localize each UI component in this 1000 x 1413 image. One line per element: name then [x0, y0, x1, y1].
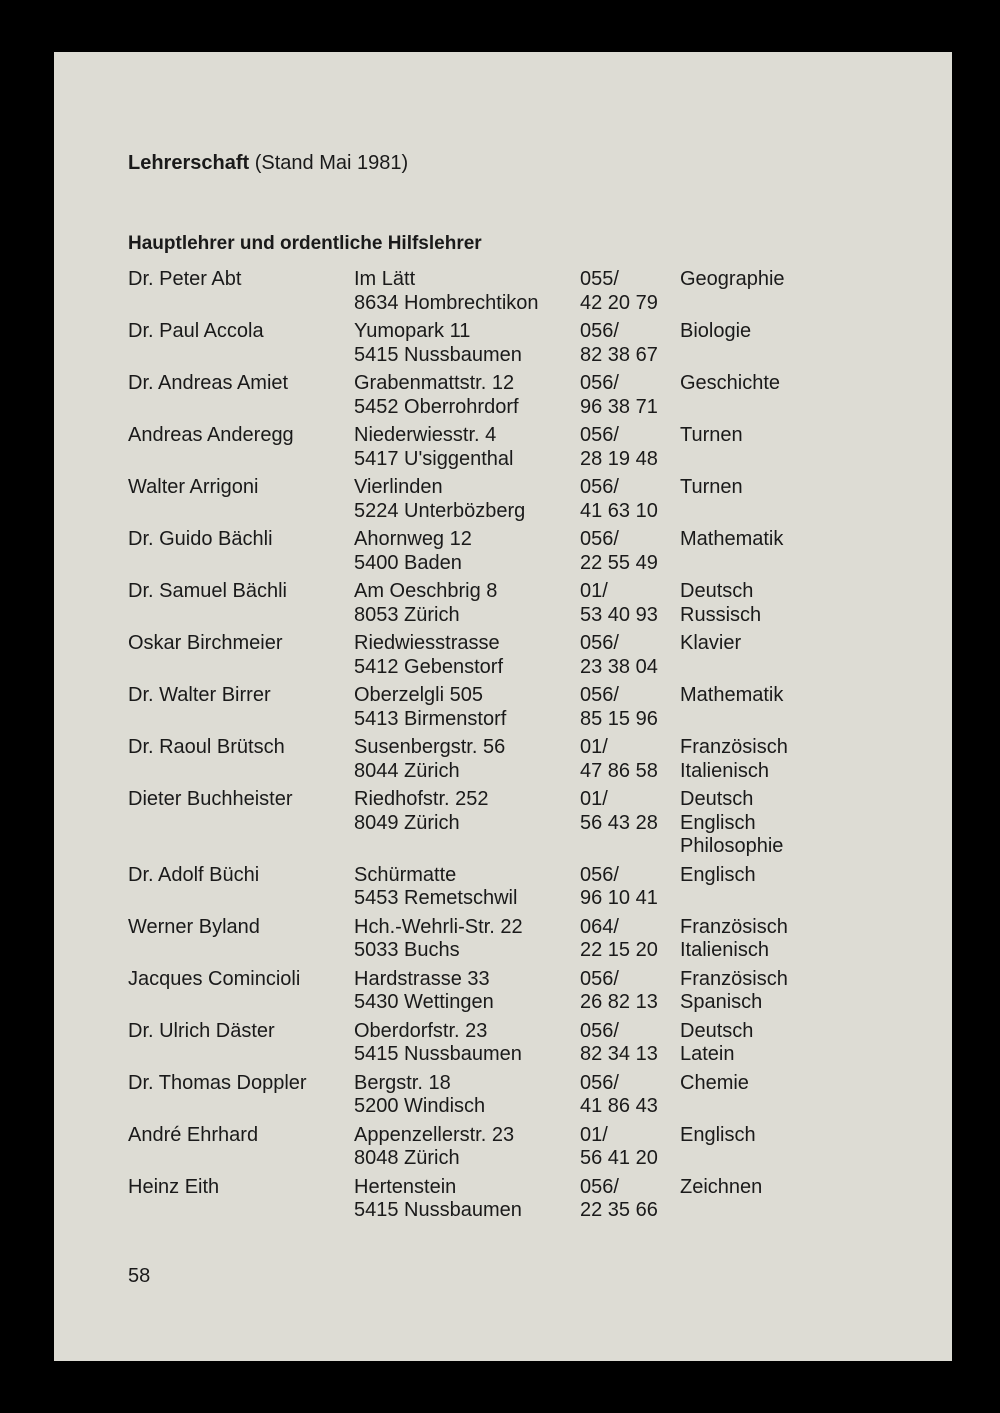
subject-text: Klavier: [680, 632, 742, 654]
city-text: 5200 Windisch: [354, 1095, 486, 1117]
teacher-subjects: [680, 476, 743, 500]
teacher-name: [128, 528, 273, 552]
teacher-subjects: [680, 1124, 756, 1148]
city-text: 8048 Zürich: [354, 1147, 460, 1169]
area-code: 01/: [580, 788, 608, 810]
area-code: 01/: [580, 580, 608, 602]
table-row: [128, 736, 928, 783]
page-number: 58: [128, 1265, 151, 1287]
teacher-name: [128, 320, 264, 344]
teacher-address: [354, 736, 505, 783]
subject-text: Deutsch: [680, 580, 754, 602]
phone-number: 23 38 04: [580, 655, 658, 678]
street-text: Vierlinden: [354, 476, 443, 498]
document-page: [54, 52, 952, 1361]
name-text: Dr. Guido Bächli: [128, 528, 273, 550]
teacher-address: [354, 476, 525, 523]
subject-text: Chemie: [680, 1071, 749, 1094]
street-text: Im Lätt: [354, 268, 416, 290]
teacher-subjects: [680, 788, 783, 859]
phone-number: 41 63 10: [580, 499, 658, 522]
area-code: 01/: [580, 736, 608, 758]
teacher-subjects: [680, 1072, 749, 1096]
teacher-address: [354, 788, 489, 835]
phone-number: 41 86 43: [580, 1095, 658, 1117]
table-row: [128, 1020, 928, 1067]
teacher-name: [128, 684, 271, 708]
teacher-address: [354, 1124, 514, 1171]
teacher-address: [354, 916, 523, 963]
name-text: Heinz Eith: [128, 1175, 220, 1198]
city-text: 5452 Oberrohrdorf: [354, 395, 519, 418]
teacher-subjects: [680, 1176, 762, 1200]
subject-text: Geschichte: [680, 372, 781, 394]
street-text: Grabenmattstr. 12: [354, 372, 515, 394]
subject-text: Latein: [680, 1043, 735, 1065]
teacher-name: [128, 476, 258, 500]
area-code: 056/: [580, 1071, 619, 1094]
city-text: 5415 Nussbaumen: [354, 343, 522, 366]
street-text: Yumopark 11: [354, 320, 471, 342]
phone-number: 28 19 48: [580, 447, 658, 470]
subject-text: Französisch: [680, 736, 788, 758]
city-text: 5033 Buchs: [354, 939, 460, 961]
street-text: Oberzelgli 505: [354, 684, 483, 706]
teacher-address: [354, 864, 517, 911]
area-code: 056/: [580, 684, 619, 706]
teacher-phone: [580, 424, 658, 471]
teacher-subjects: [680, 968, 788, 1015]
area-code: 056/: [580, 1175, 619, 1198]
table-row: [128, 1124, 928, 1171]
table-row: [128, 1176, 928, 1223]
city-text: 8053 Zürich: [354, 603, 460, 626]
area-code: 056/: [580, 476, 619, 498]
street-text: Hertenstein: [354, 1175, 457, 1198]
table-row: [128, 864, 928, 911]
teacher-phone: [580, 788, 658, 835]
teacher-phone: [580, 968, 658, 1015]
subject-text: Englisch: [680, 863, 756, 886]
subject-text: Russisch: [680, 603, 762, 626]
phone-number: 56 41 20: [580, 1147, 658, 1169]
name-text: André Ehrhard: [128, 1123, 259, 1146]
teacher-name: [128, 1072, 307, 1096]
table-row: [128, 372, 928, 419]
name-text: Andreas Anderegg: [128, 424, 294, 446]
teacher-phone: [580, 1176, 658, 1223]
teacher-name: [128, 864, 259, 888]
table-row: [128, 580, 928, 627]
subject-text: Geographie: [680, 268, 785, 290]
street-text: Niederwiesstr. 4: [354, 424, 497, 446]
teacher-name: [128, 736, 285, 760]
area-code: 01/: [580, 1123, 608, 1146]
teacher-name: [128, 268, 241, 292]
teacher-phone: [580, 1072, 658, 1119]
subject-text: Zeichnen: [680, 1175, 763, 1198]
subject-text: Italienisch: [680, 759, 769, 782]
teacher-name: [128, 1176, 219, 1200]
subject-text: Philosophie: [680, 835, 784, 857]
teacher-name: [128, 372, 288, 396]
name-text: Walter Arrigoni: [128, 476, 259, 498]
name-text: Dieter Buchheister: [128, 788, 293, 810]
subject-text: Deutsch: [680, 788, 754, 810]
area-code: 055/: [580, 268, 619, 290]
subject-text: Italienisch: [680, 939, 769, 961]
teacher-address: [354, 424, 514, 471]
teacher-subjects: [680, 916, 788, 963]
teacher-address: [354, 528, 472, 575]
teacher-name: [128, 580, 287, 604]
subject-text: Spanisch: [680, 991, 763, 1013]
teacher-list: [128, 268, 928, 1228]
table-row: [128, 1072, 928, 1119]
teacher-phone: [580, 320, 658, 367]
table-row: [128, 528, 928, 575]
teacher-phone: [580, 372, 658, 419]
phone-number: 26 82 13: [580, 991, 658, 1013]
area-code: 056/: [580, 320, 619, 342]
heading-title: Lehrerschaft: [128, 152, 250, 174]
teacher-name: [128, 632, 282, 656]
teacher-phone: [580, 736, 658, 783]
teacher-subjects: [680, 320, 751, 344]
phone-number: 42 20 79: [580, 291, 658, 314]
table-row: [128, 916, 928, 963]
subject-text: Turnen: [680, 424, 743, 446]
table-row: [128, 632, 928, 679]
teacher-phone: [580, 632, 658, 679]
street-text: Am Oeschbrig 8: [354, 580, 498, 602]
teacher-address: [354, 1176, 522, 1223]
teacher-phone: [580, 1020, 658, 1067]
subject-text: Französisch: [680, 967, 788, 990]
street-text: Oberdorfstr. 23: [354, 1019, 488, 1042]
teacher-address: [354, 1020, 522, 1067]
teacher-phone: [580, 1124, 658, 1171]
teacher-name: [128, 968, 300, 992]
name-text: Dr. Walter Birrer: [128, 684, 271, 706]
teacher-name: [128, 1124, 258, 1148]
teacher-address: [354, 268, 539, 315]
phone-number: 96 38 71: [580, 395, 658, 418]
phone-number: 82 34 13: [580, 1043, 658, 1065]
street-text: Susenbergstr. 56: [354, 736, 506, 758]
teacher-subjects: [680, 1020, 753, 1067]
teacher-subjects: [680, 684, 783, 708]
city-text: 5430 Wettingen: [354, 991, 494, 1013]
city-text: 5415 Nussbaumen: [354, 1043, 522, 1065]
name-text: Werner Byland: [128, 915, 260, 938]
name-text: Dr. Paul Accola: [128, 320, 264, 342]
subject-text: Mathematik: [680, 528, 784, 550]
table-row: [128, 268, 928, 315]
table-row: [128, 476, 928, 523]
teacher-phone: [580, 864, 658, 911]
name-text: Oskar Birchmeier: [128, 632, 283, 654]
teacher-name: [128, 916, 260, 940]
teacher-subjects: [680, 736, 788, 783]
subject-text: Deutsch: [680, 1019, 754, 1042]
area-code: 056/: [580, 863, 619, 886]
teacher-phone: [580, 268, 658, 315]
table-row: [128, 320, 928, 367]
teacher-address: [354, 1072, 485, 1119]
city-text: 8044 Zürich: [354, 759, 460, 782]
teacher-phone: [580, 528, 658, 575]
street-text: Riedhofstr. 252: [354, 788, 489, 810]
phone-number: 53 40 93: [580, 603, 658, 626]
city-text: 8049 Zürich: [354, 811, 460, 834]
phone-number: 22 35 66: [580, 1199, 658, 1221]
subject-text: Französisch: [680, 915, 788, 938]
name-text: Dr. Peter Abt: [128, 268, 242, 290]
city-text: 5417 U'siggenthal: [354, 447, 514, 470]
name-text: Dr. Andreas Amiet: [128, 372, 289, 394]
section-title: Hauptlehrer und ordentliche Hilfslehrer: [128, 233, 482, 254]
city-text: 5413 Birmenstorf: [354, 707, 507, 730]
phone-number: 22 55 49: [580, 551, 658, 574]
teacher-address: [354, 968, 494, 1015]
subject-text: Englisch: [680, 811, 756, 834]
area-code: 056/: [580, 632, 619, 654]
city-text: 5224 Unterbözberg: [354, 499, 526, 522]
city-text: 5453 Remetschwil: [354, 887, 518, 909]
name-text: Dr. Raoul Brütsch: [128, 736, 285, 758]
phone-number: 85 15 96: [580, 707, 658, 730]
area-code: 064/: [580, 915, 619, 938]
city-text: 5412 Gebenstorf: [354, 655, 503, 678]
street-text: Ahornweg 12: [354, 528, 472, 550]
teacher-address: [354, 580, 497, 627]
city-text: 8634 Hombrechtikon: [354, 291, 539, 314]
name-text: Dr. Samuel Bächli: [128, 580, 287, 602]
street-text: Schürmatte: [354, 863, 457, 886]
teacher-subjects: [680, 268, 785, 292]
city-text: 5415 Nussbaumen: [354, 1199, 522, 1221]
teacher-subjects: [680, 528, 783, 552]
teacher-address: [354, 372, 519, 419]
teacher-address: [354, 632, 503, 679]
street-text: Appenzellerstr. 23: [354, 1123, 515, 1146]
teacher-phone: [580, 580, 658, 627]
teacher-address: [354, 684, 506, 731]
table-row: [128, 684, 928, 731]
teacher-name: [128, 424, 294, 448]
subject-text: Turnen: [680, 476, 743, 498]
name-text: Dr. Thomas Doppler: [128, 1071, 307, 1094]
city-text: 5400 Baden: [354, 551, 462, 574]
street-text: Bergstr. 18: [354, 1071, 451, 1094]
phone-number: 22 15 20: [580, 939, 658, 961]
teacher-address: [354, 320, 522, 367]
teacher-subjects: [680, 424, 743, 448]
subject-text: Biologie: [680, 320, 752, 342]
phone-number: 47 86 58: [580, 759, 658, 782]
teacher-subjects: [680, 632, 741, 656]
name-text: Jacques Comincioli: [128, 967, 301, 990]
area-code: 056/: [580, 1019, 619, 1042]
name-text: Dr. Adolf Büchi: [128, 863, 260, 886]
subject-text: Mathematik: [680, 684, 784, 706]
phone-number: 96 10 41: [580, 887, 658, 909]
area-code: 056/: [580, 967, 619, 990]
street-text: Hardstrasse 33: [354, 967, 490, 990]
teacher-phone: [580, 916, 658, 963]
teacher-name: [128, 1020, 275, 1044]
phone-number: 56 43 28: [580, 811, 658, 834]
area-code: 056/: [580, 372, 619, 394]
teacher-subjects: [680, 372, 780, 396]
area-code: 056/: [580, 424, 619, 446]
table-row: [128, 424, 928, 471]
page-heading: [128, 152, 408, 175]
teacher-phone: [580, 476, 658, 523]
name-text: Dr. Ulrich Däster: [128, 1019, 275, 1042]
heading-date: (Stand Mai 1981): [249, 152, 409, 174]
teacher-name: [128, 788, 293, 812]
area-code: 056/: [580, 528, 619, 550]
table-row: [128, 788, 928, 859]
phone-number: 82 38 67: [580, 343, 658, 366]
street-text: Riedwiesstrasse: [354, 632, 500, 654]
table-row: [128, 968, 928, 1015]
street-text: Hch.-Wehrli-Str. 22: [354, 915, 523, 938]
teacher-subjects: [680, 864, 756, 888]
teacher-phone: [580, 684, 658, 731]
subject-text: Englisch: [680, 1123, 756, 1146]
teacher-subjects: [680, 580, 761, 627]
